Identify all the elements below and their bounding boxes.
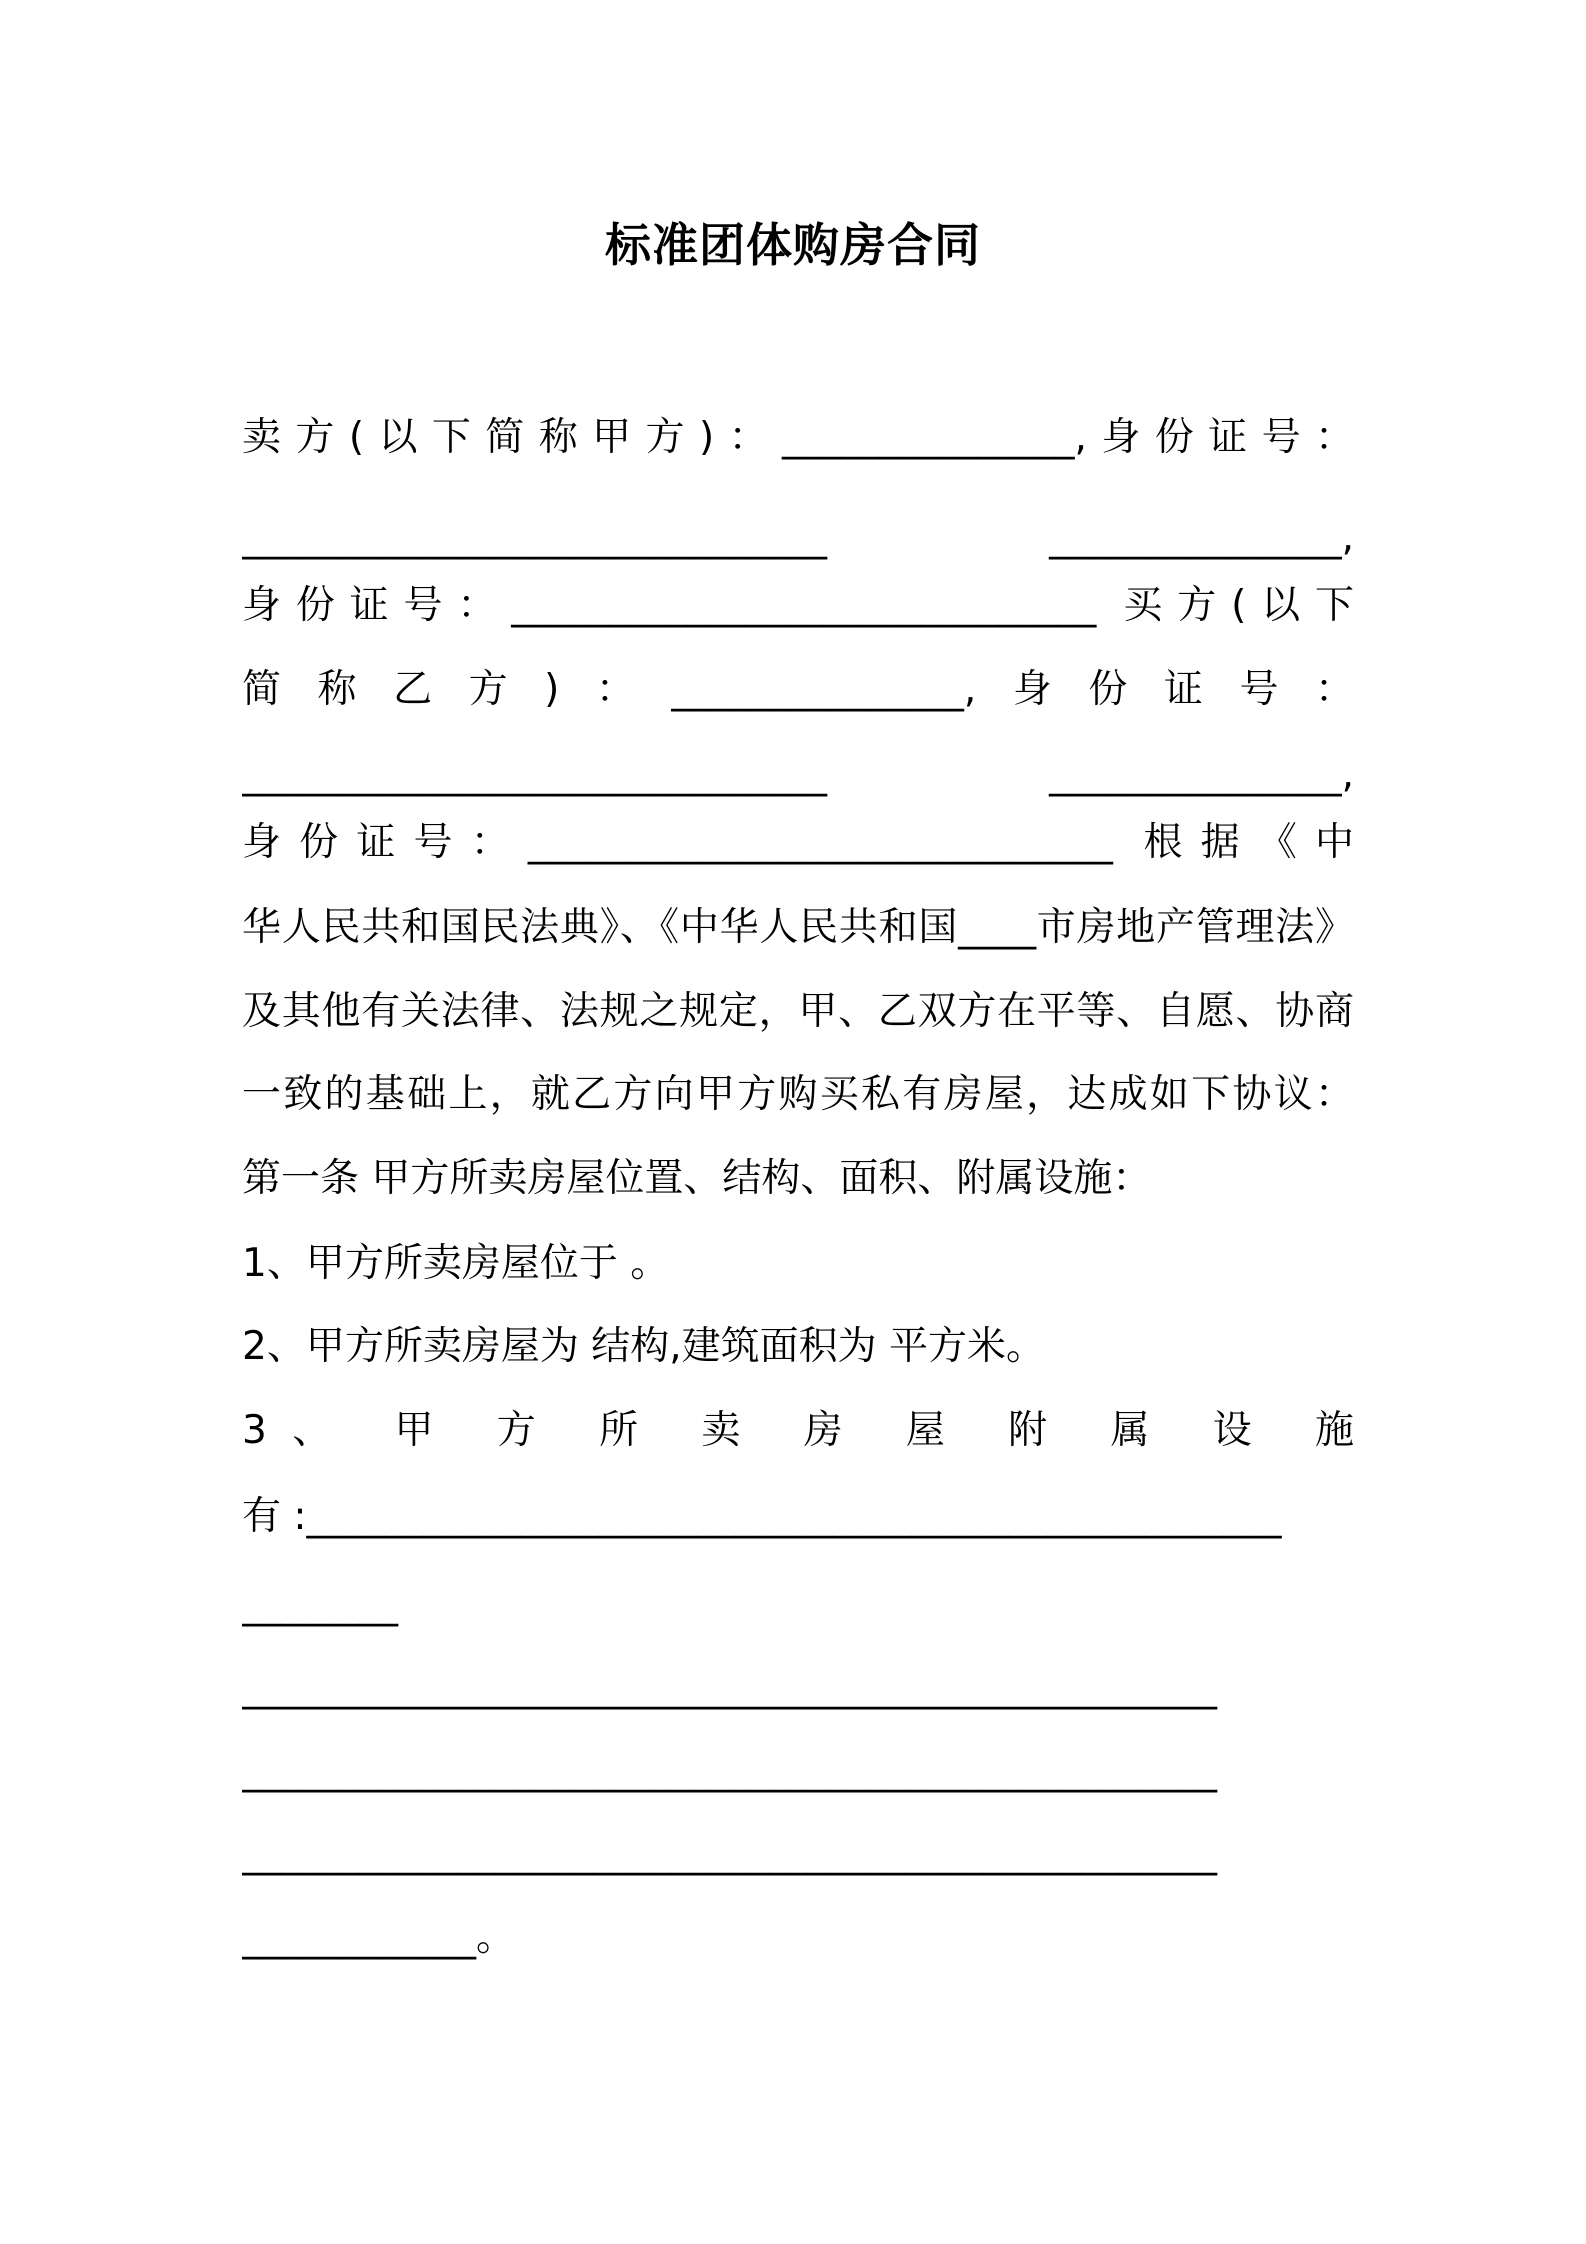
- article-one-heading: 第一条 甲方所卖房屋位置、结构、面积、附属设施：: [242, 1156, 1152, 1201]
- blank-line-2: __________________________________________________: [242, 1665, 1217, 1710]
- seller-line: 卖方(以下简称甲方)：_______________,身份证号：: [242, 415, 1354, 460]
- clause-3-facilities: 3、 甲 方 所 卖 房 屋 附 属 设 施: [242, 1408, 1354, 1453]
- document-title: 标准团体购房合同: [605, 218, 981, 272]
- buyer-id-law-line: 身份证号：______________________________ 根据《中: [242, 820, 1354, 865]
- seller-id-blank-line: ______________________________ _______________,: [242, 515, 1354, 560]
- agreement-basis-line: 及其他有关法律、法规之规定，甲、乙双方在平等、自愿、协商: [242, 989, 1354, 1034]
- clause-3-facilities-blank: 有 :__________________________________________________: [242, 1494, 1282, 1539]
- blank-line-3: __________________________________________________: [242, 1748, 1217, 1793]
- buyer-line: 简称乙方)：_______________,身份证号：: [242, 667, 1354, 712]
- clause-2-structure-area: 2、甲方所卖房屋为 结构,建筑面积为 平方米。: [242, 1324, 1046, 1369]
- blank-line-1: ________: [242, 1582, 398, 1627]
- law-reference-line: 华人民共和国民法典》、《中华人民共和国____市房地产管理法》: [242, 905, 1354, 950]
- blank-line-4: __________________________________________________: [242, 1831, 1217, 1876]
- buyer-id-blank-line: ______________________________ _______________,: [242, 752, 1354, 797]
- clause-1-location: 1、甲方所卖房屋位于 。: [242, 1241, 670, 1286]
- seller-id-buyer-line: 身份证号：______________________________ 买方(以下: [242, 583, 1354, 628]
- agreement-intro-line: 一致的基础上，就乙方向甲方购买私有房屋，达成如下协议：: [242, 1072, 1354, 1117]
- blank-line-end: ____________。: [242, 1915, 516, 1960]
